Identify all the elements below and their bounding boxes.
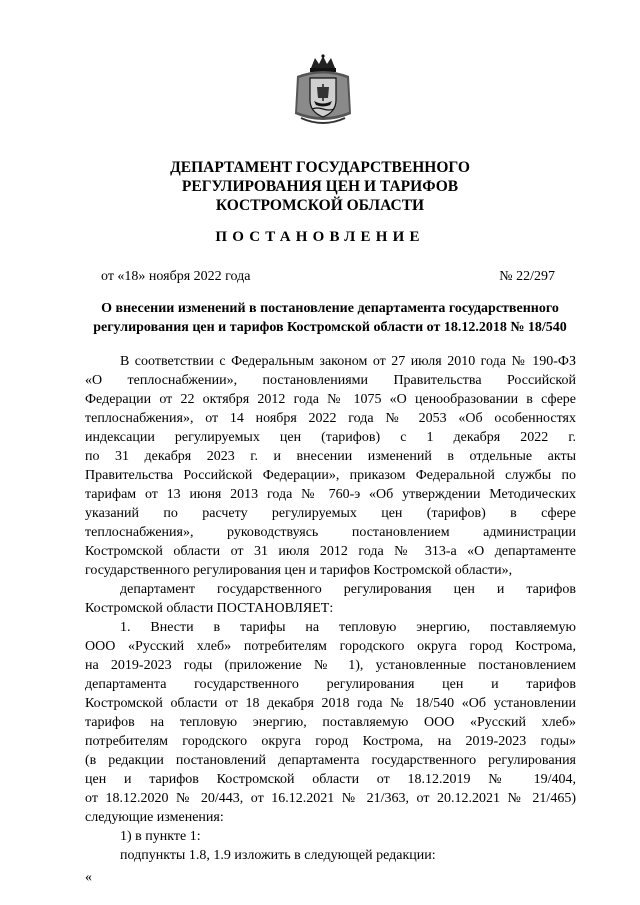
body-line: В соответствии с Федеральным законом от 27 июля 2010 года № 190-ФЗ (120, 354, 576, 369)
body-line: Костромской области от 18 декабря 2018 года № 18/540 «Об установлении (85, 696, 576, 711)
body-line: «О теплоснабжении», постановлениями Правительства Российской (85, 373, 576, 388)
coat-of-arms-icon (293, 54, 353, 128)
body-line: тарифам от 13 июня 2013 года № 760-э «Об утверждении Методических (85, 487, 576, 502)
body-line: по 31 декабря 2023 г. и внесении изменений в отдельные акты (85, 449, 576, 464)
document-date: от «18» ноября 2022 года (101, 269, 251, 284)
document-type: ПОСТАНОВЛЕНИЕ (215, 229, 425, 245)
body-line: следующие изменения: (85, 810, 224, 825)
body-line: теплоснабжения», руководствуясь постановлением администрации (85, 525, 576, 540)
document-subject-line: О внесении изменений в постановление департамента государственного (101, 301, 559, 316)
body-line: тарифов на тепловую энергию, поставляемую ООО «Русский хлеб» (85, 715, 576, 730)
body-line: указаний по расчету регулируемых цен (тарифов) в сфере (85, 506, 576, 521)
opening-quote: « (85, 870, 92, 885)
document-subject-line: регулирования цен и тарифов Костромской области от 18.12.2018 № 18/540 (93, 320, 567, 335)
document-number: № 22/297 (499, 269, 555, 284)
body-line: департамента государственного регулирования цен и тарифов (85, 677, 576, 692)
body-line: Костромской области ПОСТАНОВЛЯЕТ: (85, 601, 334, 616)
department-name-line: ДЕПАРТАМЕНТ ГОСУДАРСТВЕННОГО (170, 159, 470, 176)
body-line: от 18.12.2020 № 20/443, от 16.12.2021 № 21/363, от 20.12.2021 № 21/465) (85, 791, 576, 806)
body-line: 1. Внести в тарифы на тепловую энергию, поставляемую (120, 620, 576, 635)
body-line: подпункты 1.8, 1.9 изложить в следующей редакции: (120, 848, 436, 863)
body-line: индексации регулируемых цен (тарифов) с 1 декабря 2022 г. (85, 430, 576, 445)
body-line: департамент государственного регулирования цен и тарифов (120, 582, 576, 597)
body-line: Правительства Российской Федерации», приказом Федеральной службы по (85, 468, 576, 483)
body-line: государственного регулирования цен и тарифов Костромской области», (85, 563, 513, 578)
body-line: 1) в пункте 1: (120, 829, 201, 844)
body-line: ООО «Русский хлеб» потребителям городского округа город Кострома, (85, 639, 576, 654)
body-line: на 2019-2023 годы (приложение № 1), установленные постановлением (85, 658, 576, 673)
body-line: (в редакции постановлений департамента государственного регулирования (85, 753, 576, 768)
body-line: теплоснабжения», от 14 ноября 2022 года № 2053 «Об особенностях (85, 411, 576, 426)
department-name-line: РЕГУЛИРОВАНИЯ ЦЕН И ТАРИФОВ (181, 178, 459, 195)
body-line: Костромской области от 31 июля 2012 года № 313-а «О департаменте (85, 544, 576, 559)
body-line: Федерации от 22 октября 2012 года № 1075 «О ценообразовании в сфере (85, 392, 576, 407)
department-name-line: КОСТРОМСКОЙ ОБЛАСТИ (215, 197, 425, 214)
body-line: цен и тарифов Костромской области от 18.12.2019 № 19/404, (85, 772, 576, 787)
body-line: потребителям городского округа город Кострома, на 2019-2023 годы» (85, 734, 576, 749)
